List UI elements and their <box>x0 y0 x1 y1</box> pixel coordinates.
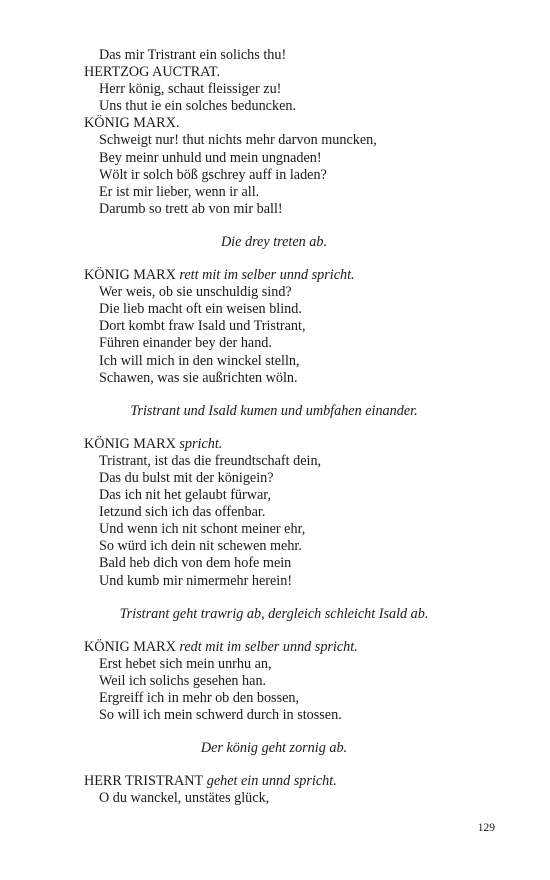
verse-line: Erst hebet sich mein unrhu an, <box>99 655 272 672</box>
speaker-heading <box>84 436 464 453</box>
verse-line: Herr könig, schaut fleissiger zu! <box>99 81 282 98</box>
speaker-direction: rett mit im selber unnd spricht. <box>175 267 355 284</box>
stage-direction: Der könig geht zornig ab. <box>200 740 348 757</box>
speaker-heading <box>84 639 464 656</box>
verse-line: So würd ich dein nit schewen mehr. <box>99 538 302 555</box>
verse-line: Weil ich solichs gesehen han. <box>99 672 267 689</box>
speaker-name: KÖNIG MARX <box>84 267 176 284</box>
speaker-name: HERR TRISTRANT <box>84 773 204 790</box>
verse-line: Schweigt nur! thut nichts mehr darvon muncken, <box>99 132 377 149</box>
verse-line: Das ich nit het gelaubt fürwar, <box>99 487 271 504</box>
stage-direction: Tristrant geht trawrig ab, dergleich schleicht Isald ab. <box>119 605 429 622</box>
verse-line: Ietzund sich ich das offenbar. <box>99 504 266 521</box>
stage-direction: Die drey treten ab. <box>220 233 328 250</box>
speaker-direction: spricht. <box>175 435 223 452</box>
verse-line: Tristrant, ist das die freundtschaft dein, <box>99 452 322 469</box>
verse-line: Ich will mich in den winckel stelln, <box>99 352 300 369</box>
verse-line: Wölt ir solch böß gschrey auff in laden? <box>99 166 327 183</box>
verse-line: Schawen, was sie außrichten wöln. <box>99 369 298 386</box>
verse-line: Und kumb mir nimermehr herein! <box>99 572 293 589</box>
verse-line: Darumb so trett ab von mir ball! <box>99 200 283 217</box>
page-number: 129 <box>477 822 495 834</box>
verse-line: Bey meinr unhuld und mein ungnaden! <box>99 149 322 166</box>
speaker-heading: KÖNIG MARX. <box>84 115 180 132</box>
verse-line: O du wanckel, unstätes glück, <box>99 790 270 807</box>
verse-line: Und wenn ich nit schont meiner ehr, <box>99 521 306 538</box>
verse-line: Bald heb dich von dem hofe mein <box>99 555 292 572</box>
verse-line: Ergreiff ich in mehr ob den bossen, <box>99 690 300 706</box>
speaker-heading: HERTZOG AUCTRAT. <box>84 64 221 81</box>
verse-line: Führen einander bey der hand. <box>99 335 272 352</box>
verse-line: Die lieb macht oft ein weisen blind. <box>99 301 302 318</box>
verse-line: Das du bulst mit der königein? <box>99 469 274 486</box>
verse-line: Das mir Tristrant ein solichs thu! <box>99 47 287 63</box>
speaker-heading <box>84 267 464 284</box>
verse-line: Wer weis, ob sie unschuldig sind? <box>99 284 292 301</box>
speaker-heading <box>84 773 464 790</box>
verse-line: Uns thut ie ein solches beduncken. <box>99 98 297 115</box>
verse-line: So will ich mein schwerd durch in stossen. <box>99 707 342 724</box>
stage-direction: Tristrant und Isald kumen und umbfahen einander. <box>130 402 418 419</box>
verse-line: Dort kombt fraw Isald und Tristrant, <box>99 318 306 335</box>
text-column <box>84 47 464 807</box>
speaker-direction: gehet ein unnd spricht. <box>203 773 337 790</box>
speaker-name: KÖNIG MARX <box>84 435 176 452</box>
verse-line: Er ist mir lieber, wenn ir all. <box>99 183 260 200</box>
speaker-name: KÖNIG MARX <box>84 638 176 655</box>
speaker-direction: redt mit im selber unnd spricht. <box>175 638 358 655</box>
